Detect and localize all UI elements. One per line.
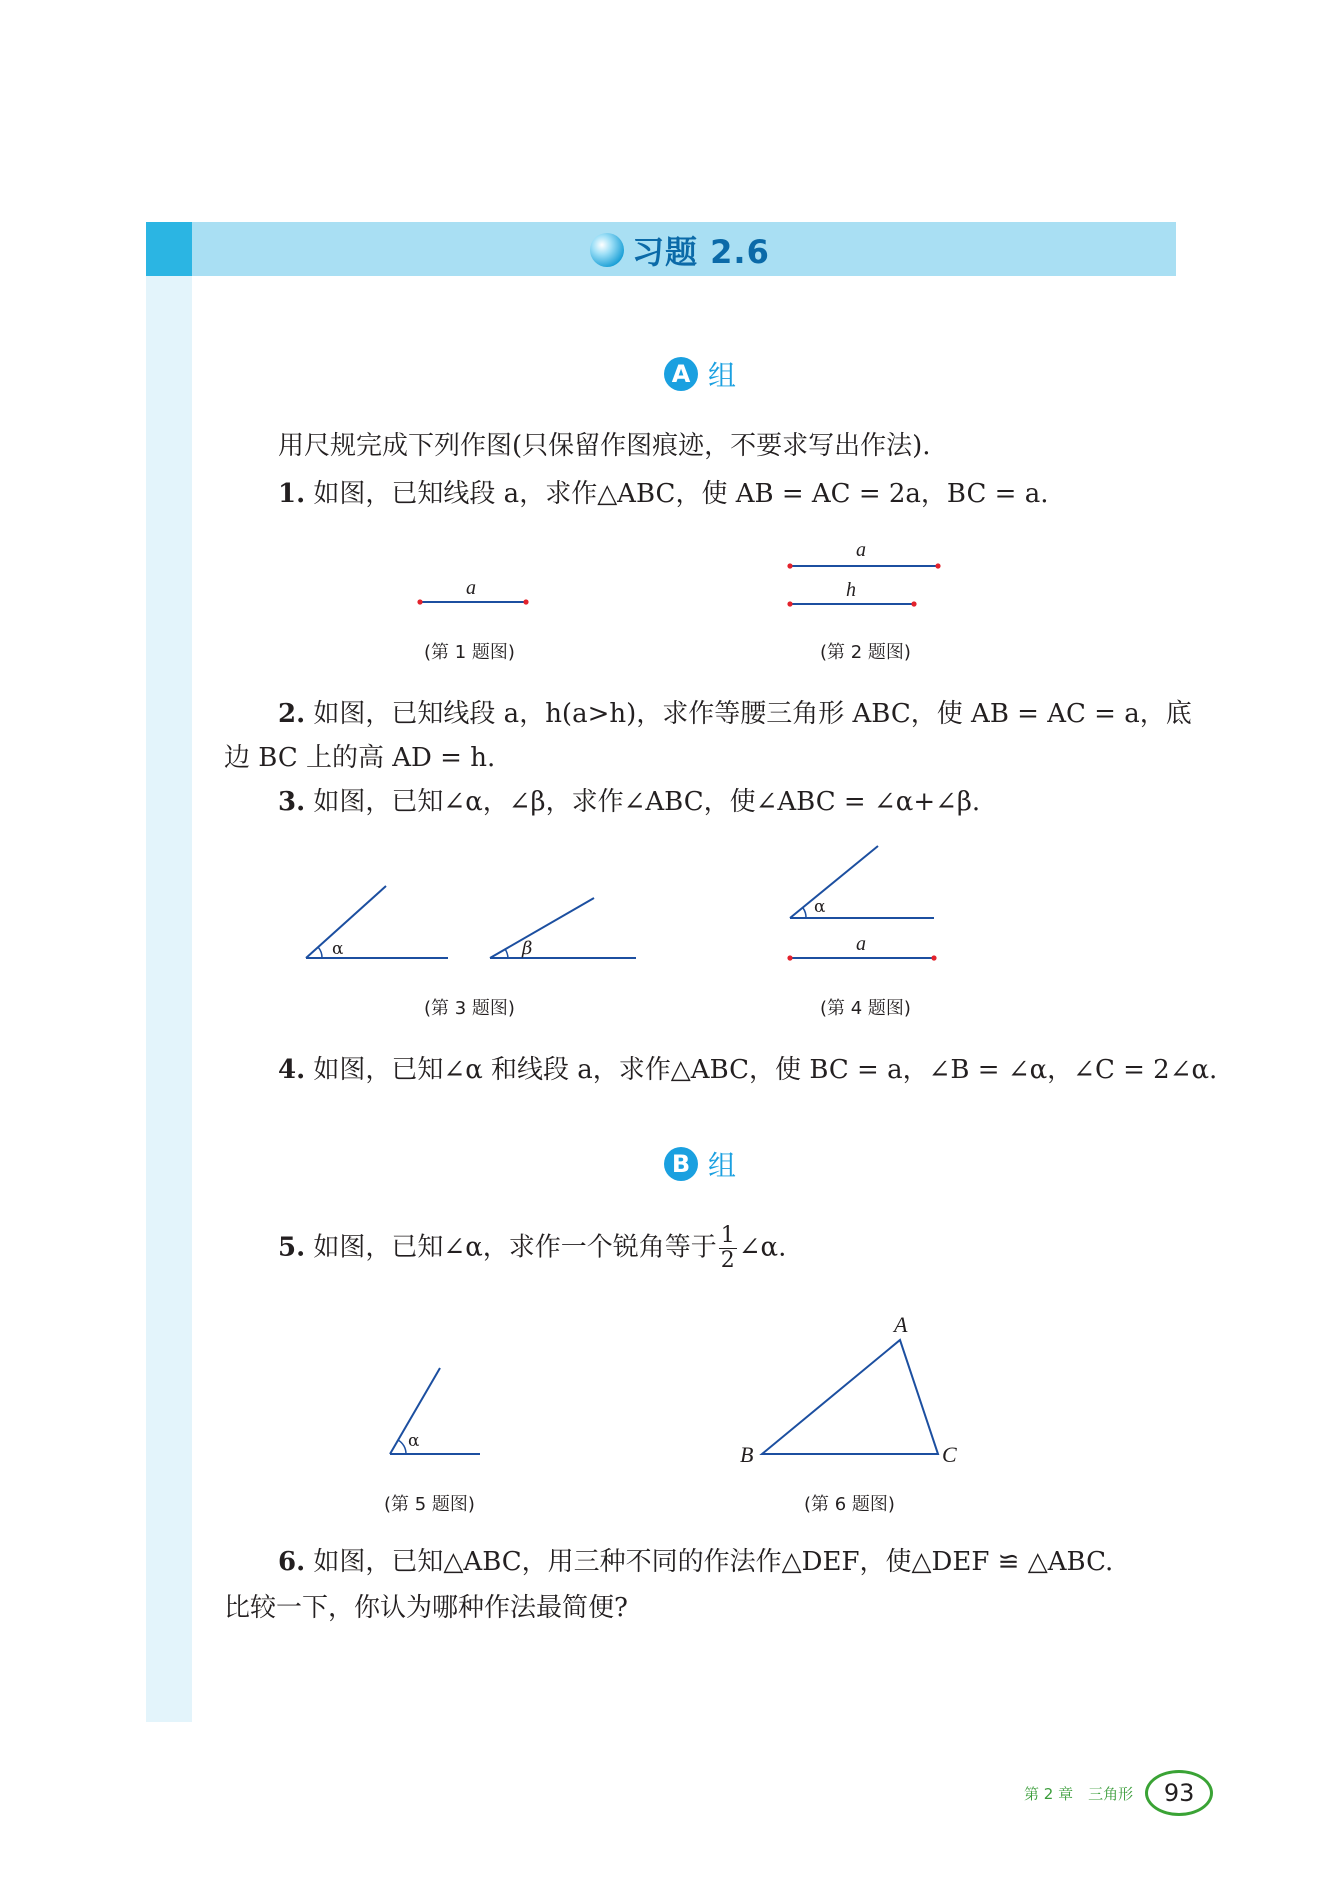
question-5-text: 如图，已知∠α，求作一个锐角等于 [313, 1232, 717, 1263]
question-5-text-end: ∠α. [738, 1232, 787, 1263]
group-b-heading [664, 1144, 736, 1184]
question-1 [278, 472, 1049, 516]
figure-2-caption: (第 2 题图) [820, 642, 911, 663]
question-4 [278, 1048, 1217, 1092]
label-a: a [856, 539, 866, 561]
group-b-badge: B [664, 1147, 698, 1181]
figure-1 [400, 570, 550, 620]
question-5 [278, 1224, 786, 1273]
group-a-badge: A [664, 357, 698, 391]
endpoint [523, 599, 528, 604]
question-1-number: 1. [278, 479, 306, 509]
question-5-number: 5. [278, 1232, 306, 1263]
question-4-text: 如图，已知∠α 和线段 a，求作△ABC，使 BC = a，∠B = ∠α，∠C = 2∠α. [313, 1055, 1218, 1085]
fraction-numerator: 1 [720, 1223, 735, 1248]
angle-alpha-arc [318, 947, 322, 958]
label-h: h [846, 579, 856, 601]
angle-alpha-arc [398, 1440, 406, 1454]
endpoint [787, 563, 792, 568]
question-3 [278, 780, 980, 824]
exercise-title-text: 习题 2.6 [632, 233, 770, 271]
angle-alpha-side [790, 846, 878, 918]
group-b-label: 组 [708, 1149, 737, 1182]
question-6-line-2: 比较一下，你认为哪种作法最简便? [224, 1593, 628, 1623]
question-4-number: 4. [278, 1055, 306, 1085]
figure-4-caption: (第 4 题图) [820, 998, 911, 1019]
vertex-b-label: B [740, 1442, 754, 1467]
triangle-abc [762, 1340, 938, 1454]
group-a-label: 组 [708, 359, 737, 392]
label-alpha: α [814, 897, 826, 917]
group-a-heading [664, 354, 736, 394]
chapter-label: 第 2 章 三角形 [1024, 1784, 1134, 1803]
header-square [146, 222, 192, 276]
question-6-number: 6. [278, 1547, 306, 1577]
question-6-line-1 [278, 1540, 1113, 1584]
page-footer [1024, 1770, 1213, 1816]
question-3-text: 如图，已知∠α，∠β，求作∠ABC，使∠ABC = ∠α+∠β. [313, 787, 981, 817]
figure-6 [736, 1310, 976, 1470]
angle-beta-arc [505, 949, 508, 958]
figure-4 [780, 840, 950, 970]
figure-5-caption: (第 5 题图) [384, 1494, 475, 1515]
label-alpha: α [332, 939, 344, 959]
question-2-line-2: 边 BC 上的高 AD = h. [224, 743, 496, 773]
globe-icon [590, 233, 624, 267]
endpoint [935, 563, 940, 568]
figure-6-caption: (第 6 题图) [804, 1494, 895, 1515]
label-alpha: α [408, 1431, 420, 1451]
page-number: 93 [1145, 1770, 1213, 1816]
label-a: a [856, 933, 866, 955]
label-beta: β [522, 938, 533, 959]
angle-alpha-arc [803, 908, 806, 918]
question-2-text: 如图，已知线段 a，h(a>h)，求作等腰三角形 ABC，使 AB = AC = a，底 [313, 699, 1192, 729]
question-2-number: 2. [278, 699, 306, 729]
endpoint [787, 601, 792, 606]
figure-2 [776, 536, 956, 626]
vertex-a-label: A [894, 1312, 908, 1337]
figure-3 [296, 876, 666, 976]
question-3-number: 3. [278, 787, 306, 817]
figure-1-caption: (第 1 题图) [424, 642, 515, 663]
endpoint [417, 599, 422, 604]
question-6-text: 如图，已知△ABC，用三种不同的作法作△DEF，使△DEF ≌ △ABC. [313, 1547, 1114, 1577]
intro-text: 用尺规完成下列作图(只保留作图痕迹，不要求写出作法). [278, 431, 931, 461]
figure-5 [380, 1358, 490, 1468]
question-2-line-1 [278, 692, 1192, 736]
side-strip [146, 276, 192, 1722]
endpoint [787, 955, 792, 960]
exercise-title [590, 228, 770, 272]
question-1-text: 如图，已知线段 a，求作△ABC，使 AB = AC = 2a，BC = a. [313, 479, 1049, 509]
vertex-c-label: C [942, 1442, 957, 1467]
fraction-one-half [719, 1224, 737, 1273]
fraction-denominator: 2 [720, 1248, 735, 1273]
endpoint [931, 955, 936, 960]
figure-3-caption: (第 3 题图) [424, 998, 515, 1019]
endpoint [911, 601, 916, 606]
label-a: a [466, 577, 476, 599]
